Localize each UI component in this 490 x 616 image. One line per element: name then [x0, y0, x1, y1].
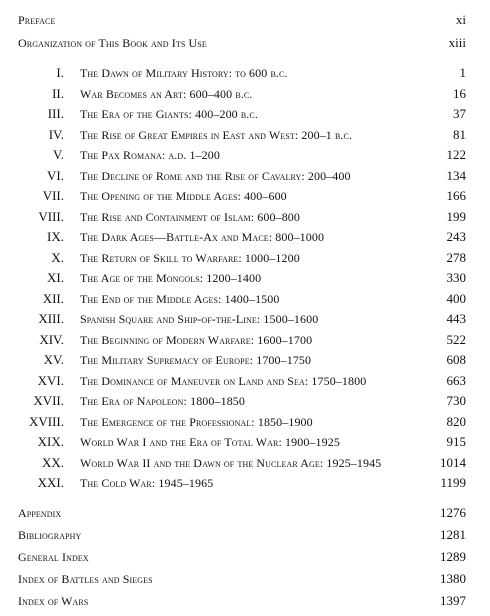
- chapter-number: XII.: [42, 290, 64, 306]
- toc-chapter-row: [0, 330, 490, 350]
- chapter-title: The Dark Ages—Battle-Ax and Mace: 800–1000: [80, 230, 325, 244]
- entry-page: 1397: [440, 593, 466, 608]
- toc-entry-general-index: [0, 547, 490, 567]
- chapter-title: The Beginning of Modern Warfare: 1600–1700: [80, 332, 313, 347]
- chapter-title: The Age of the Mongols: 1200–1400: [80, 271, 262, 285]
- chapter-number: X.: [51, 249, 64, 265]
- toc-chapter-row: [0, 371, 490, 391]
- chapter-page: 608: [446, 352, 466, 367]
- toc-entry-index-battles: [0, 569, 490, 589]
- toc-chapter-row: [0, 412, 490, 432]
- toc-chapter-row: [0, 473, 490, 493]
- chapter-title: The Cold War: 1945–1965: [80, 476, 214, 490]
- toc-chapter-row: [0, 309, 490, 329]
- chapter-title: The Era of the Giants: 400–200 b.c.: [80, 107, 258, 121]
- chapter-page: 443: [446, 311, 466, 326]
- chapter-number: VII.: [42, 188, 64, 203]
- chapter-number: XV.: [43, 352, 64, 367]
- chapter-number: I.: [56, 65, 64, 80]
- entry-page: 1276: [440, 505, 466, 520]
- toc-chapter-row: [0, 186, 490, 206]
- toc-chapter-row: [0, 125, 490, 145]
- chapter-page: 820: [446, 413, 466, 429]
- chapter-title: The Decline of Rome and the Rise of Cavalry: 200–400: [80, 168, 351, 183]
- chapter-title: War Becomes an Art: 600–400 b.c.: [80, 86, 253, 101]
- chapter-page: 915: [446, 434, 466, 449]
- entry-page: xiii: [448, 35, 466, 50]
- toc-chapter-row: [0, 227, 490, 247]
- chapter-title: The Dawn of Military History: to 600 b.c.: [80, 66, 288, 80]
- chapter-number: XI.: [47, 270, 64, 285]
- chapter-number: IV.: [48, 126, 64, 142]
- chapter-number: XVIII.: [28, 413, 64, 429]
- toc-chapter-row: [0, 350, 490, 370]
- chapter-title: The End of the Middle Ages: 1400–1500: [80, 291, 280, 306]
- chapter-page: 166: [446, 188, 466, 203]
- chapter-number: V.: [53, 147, 64, 162]
- chapter-title: The Rise and Containment of Islam: 600–800: [80, 209, 301, 224]
- chapter-page: 522: [446, 331, 466, 347]
- chapter-page: 16: [453, 85, 466, 101]
- chapter-page: 122: [446, 147, 466, 162]
- entry-page: 1281: [440, 527, 466, 542]
- chapter-number: III.: [47, 106, 64, 121]
- entry-title: Appendix: [18, 506, 62, 520]
- chapter-title: The Pax Romana: a.d. 1–200: [80, 148, 220, 162]
- chapter-title: The Rise of Great Empires in East and West: 200–1 b.c.: [80, 127, 353, 142]
- chapter-page: 37: [453, 106, 466, 121]
- chapter-page: 1: [459, 65, 466, 80]
- toc-chapter-row: [0, 145, 490, 165]
- toc-entry-organization: [0, 33, 490, 53]
- chapter-title: World War I and the Era of Total War: 1900–1925: [80, 435, 340, 449]
- toc-entry-appendix: [0, 503, 490, 523]
- toc-chapter-row: [0, 84, 490, 104]
- chapter-number: XX.: [41, 454, 64, 470]
- chapter-title: Spanish Square and Ship-of-the-Line: 1500–1600: [80, 312, 319, 326]
- chapter-number: IX.: [47, 229, 64, 244]
- entry-title: Index of Battles and Sieges: [18, 572, 153, 586]
- chapter-page: 81: [453, 126, 466, 142]
- toc-chapter-row: [0, 432, 490, 452]
- chapter-page: 1014: [440, 454, 466, 470]
- chapter-title: The Emergence of the Professional: 1850–1900: [80, 414, 313, 429]
- entry-title: Bibliography: [18, 528, 82, 542]
- chapter-number: XIII.: [38, 311, 64, 326]
- entry-page: xi: [455, 12, 466, 27]
- toc-entry-index-wars: [0, 591, 490, 611]
- toc-entry-bibliography: [0, 525, 490, 545]
- chapter-number: XIX.: [37, 434, 64, 449]
- chapter-page: 134: [446, 167, 466, 183]
- chapter-page: 243: [446, 229, 466, 244]
- toc-chapter-row: [0, 104, 490, 124]
- entry-title: Preface: [18, 13, 56, 27]
- chapter-number: XXI.: [37, 475, 64, 490]
- chapter-title: The Opening of the Middle Ages: 400–600: [80, 189, 287, 203]
- toc-chapter-row: [0, 391, 490, 411]
- entry-page: 1380: [440, 571, 466, 586]
- toc-chapter-row: [0, 453, 490, 473]
- toc-chapter-row: [0, 289, 490, 309]
- toc-chapter-row: [0, 248, 490, 268]
- chapter-title: The Military Supremacy of Europe: 1700–1750: [80, 353, 312, 367]
- chapter-number: XVI.: [37, 372, 64, 388]
- toc-chapter-row: [0, 268, 490, 288]
- toc-entry-preface: [0, 10, 490, 30]
- toc-chapter-row: [0, 63, 490, 83]
- chapter-page: 199: [446, 208, 466, 224]
- toc-chapter-row: [0, 207, 490, 227]
- chapter-number: II.: [52, 85, 64, 101]
- chapter-number: VI.: [47, 167, 64, 183]
- chapter-number: XIV.: [39, 331, 64, 347]
- entry-title: Organization of This Book and Its Use: [18, 36, 207, 50]
- chapter-page: 400: [446, 290, 466, 306]
- toc-chapter-row: [0, 166, 490, 186]
- entry-title: Index of Wars: [18, 594, 89, 608]
- chapter-number: VIII.: [38, 208, 64, 224]
- chapter-title: The Dominance of Maneuver on Land and Sea: 1750–1800: [80, 373, 367, 388]
- chapter-page: 1199: [440, 475, 466, 490]
- chapter-page: 663: [446, 372, 466, 388]
- entry-title: General Index: [18, 550, 89, 564]
- chapter-title: World War II and the Dawn of the Nuclear Age: 1925–1945: [80, 455, 382, 470]
- chapter-number: XVII.: [33, 393, 64, 408]
- chapter-title: The Era of Napoleon: 1800–1850: [80, 394, 245, 408]
- entry-page: 1289: [440, 549, 466, 564]
- chapter-page: 278: [446, 249, 466, 265]
- chapter-page: 330: [446, 270, 466, 285]
- chapter-title: The Return of Skill to Warfare: 1000–1200: [80, 250, 300, 265]
- chapter-page: 730: [446, 393, 466, 408]
